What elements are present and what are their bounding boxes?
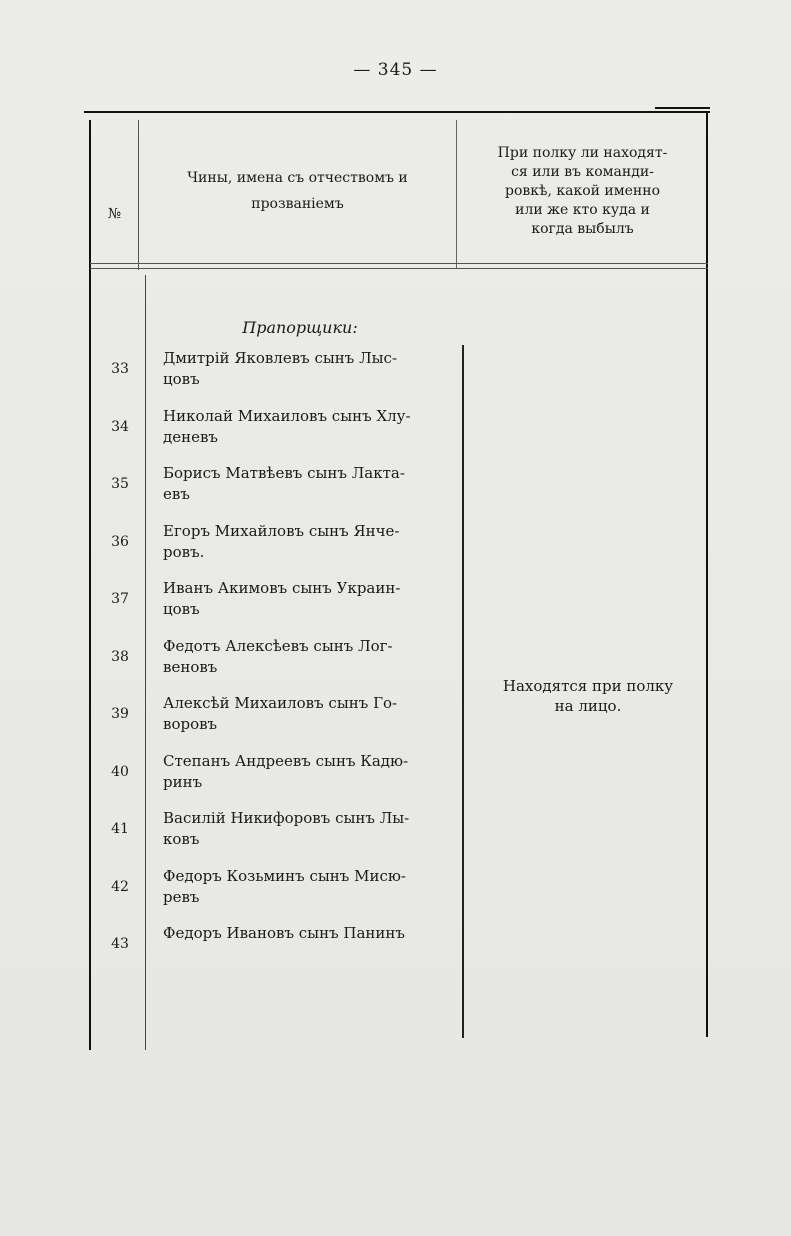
table-row-name	[163, 751, 453, 793]
table-left-rule	[89, 120, 91, 1050]
row-number: 42	[111, 878, 129, 895]
row-name-line: Федоръ Козьминъ сынъ Мисю-	[163, 866, 407, 885]
page-number: — 345 —	[353, 60, 438, 80]
row-name-line: веновъ	[163, 657, 218, 676]
row-name-line: воровъ	[163, 715, 218, 733]
row-name-line: цовъ	[163, 370, 200, 388]
status-note-line: Находятся при полку	[502, 677, 674, 695]
column-divider-2	[462, 345, 464, 1038]
row-name-line: Степанъ Андреевъ сынъ Кадю-	[163, 751, 409, 770]
row-number: 37	[111, 591, 129, 607]
table-row-name	[163, 808, 453, 850]
row-number: 43	[111, 936, 129, 952]
header-status-line: При полку ли находят-	[497, 145, 668, 161]
status-note	[478, 676, 698, 716]
table-right-rule	[706, 112, 708, 1037]
header-status-line: когда выбылъ	[531, 221, 634, 237]
row-name-line: ревъ	[163, 887, 200, 906]
column-divider-1-header	[138, 120, 139, 270]
row-name-line: Дмитрій Яковлевъ сынъ Лыс-	[163, 349, 398, 367]
table-top-rule-right	[655, 107, 710, 109]
row-number: 40	[111, 763, 129, 780]
table-row-name	[163, 693, 453, 735]
header-status-line: ся или въ команди-	[511, 164, 654, 180]
row-name-line: Егоръ Михайловъ сынъ Янче-	[163, 521, 400, 540]
row-name-line: ковъ	[163, 830, 200, 848]
header-name-line: прозваніемъ	[251, 196, 344, 212]
row-name-line: ринъ	[163, 772, 203, 791]
row-name-line: Иванъ Акимовъ сынъ Украин-	[163, 579, 401, 597]
header-name	[145, 165, 450, 217]
row-number: 38	[111, 648, 129, 665]
row-name-line: Алексѣй Михаиловъ сынъ Го-	[163, 694, 398, 712]
row-number: 39	[111, 706, 129, 722]
table-row-name	[163, 521, 453, 563]
table-row-name	[163, 578, 453, 620]
column-divider-2-header	[456, 120, 457, 268]
row-name-line: Федоръ Ивановъ сынъ Панинъ	[163, 924, 405, 942]
header-name-line: Чины, имена съ отчествомъ и	[187, 170, 408, 186]
status-note-line: на лицо.	[554, 697, 622, 715]
row-number: 36	[111, 533, 129, 550]
column-divider-1	[145, 275, 146, 1050]
row-name-line: Борисъ Матвѣевъ сынъ Лакта-	[163, 464, 405, 482]
row-name-line: евъ	[163, 485, 190, 503]
row-name-line: деневъ	[163, 427, 218, 446]
row-number: 41	[111, 821, 129, 837]
row-number: 34	[111, 418, 129, 435]
header-double-rule-top	[90, 263, 708, 264]
row-number: 33	[111, 361, 129, 377]
header-number: №	[107, 206, 122, 222]
header-status	[460, 144, 705, 239]
table-row-name	[163, 636, 453, 678]
table-row-name	[163, 866, 453, 908]
header-status-line: ровкѣ, какой именно	[504, 183, 661, 199]
row-number: 35	[111, 476, 129, 492]
row-name-line: Николай Михаиловъ сынъ Хлу-	[163, 406, 411, 425]
table-row-name	[163, 463, 453, 505]
row-name-line: цовъ	[163, 600, 200, 618]
header-double-rule-bottom	[90, 268, 708, 269]
header-status-line: или же кто куда и	[515, 202, 650, 218]
row-name-line: ровъ.	[163, 542, 205, 561]
section-title: Прапорщики:	[242, 318, 358, 337]
row-name-line: Василій Никифоровъ сынъ Лы-	[163, 809, 410, 827]
row-name-line: Федотъ Алексѣевъ сынъ Лог-	[163, 636, 393, 655]
table-top-rule	[84, 111, 710, 113]
table-row-name	[163, 406, 453, 448]
table-row-name	[163, 923, 453, 944]
table-row-name	[163, 348, 453, 390]
